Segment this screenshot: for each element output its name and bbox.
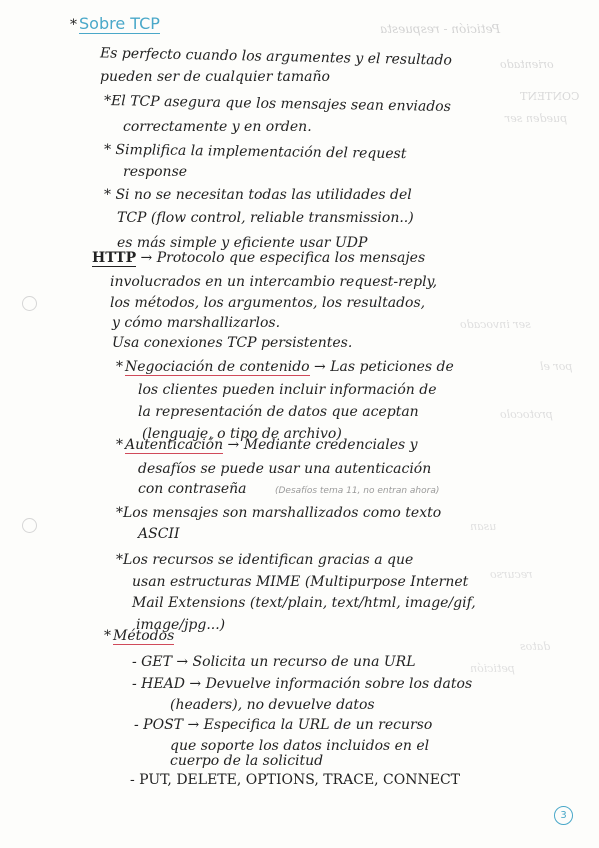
binder-hole	[22, 518, 37, 533]
bleed-text: protocolo	[500, 408, 553, 421]
note-line	[104, 628, 174, 644]
note-line: usan estructuras MIME (Multipurpose Internet	[132, 574, 469, 590]
bleed-text: por el	[540, 360, 573, 373]
note-line: - POST → Especifica la URL de un recurso	[134, 717, 433, 733]
bullet-star: *	[116, 359, 123, 375]
note-line: ASCII	[138, 526, 180, 542]
bullet-star: *	[116, 437, 123, 453]
section-heading: HTTP	[92, 250, 137, 266]
note-line: correctamente y en orden.	[123, 119, 312, 135]
note-line: Mail Extensions (text/plain, text/html, image/gif,	[132, 595, 476, 611]
section-heading: Sobre TCP	[79, 14, 160, 33]
note-line: Es perfecto cuando los argumentes y el resultado	[99, 45, 453, 69]
note-line: TCP (flow control, reliable transmission..)	[117, 210, 414, 226]
note-line: es más simple y eficiente usar UDP	[117, 235, 368, 251]
subheading: Métodos	[113, 628, 175, 644]
bullet-star: *	[70, 17, 77, 33]
note-line	[70, 14, 160, 33]
note-line: image/jpg...)	[136, 617, 226, 633]
note-line: los clientes pueden incluir información de	[138, 382, 437, 398]
bleed-text: ser invocado	[460, 318, 531, 331]
note-line: *Los mensajes son marshallizados como texto	[116, 505, 442, 521]
note-line: (lenguaje, o tipo de archivo)	[142, 426, 342, 442]
note-line: y cómo marshallizarlos.	[112, 315, 281, 331]
note-line: cuerpo de la solicitud	[170, 753, 324, 769]
note-text: → Mediante credenciales y	[223, 437, 418, 453]
subheading: Negociación de contenido	[125, 359, 310, 375]
note-line: * Si no se necesitan todas las utilidades del	[104, 187, 412, 203]
note-line: involucrados en un intercambio request-reply,	[110, 274, 438, 290]
note-line: Usa conexiones TCP persistentes.	[112, 335, 353, 351]
note-line: desafíos se puede usar una autenticación	[138, 461, 432, 477]
subheading: Autenticación	[125, 437, 224, 453]
bleed-text: recurso	[490, 568, 533, 581]
bleed-text: pueden ser	[505, 112, 568, 125]
note-text: → Las peticiones de	[309, 359, 454, 375]
note-line: *Los recursos se identifican gracias a que	[116, 552, 414, 568]
note-line: la representación de datos que aceptan	[138, 404, 419, 420]
bleed-text: usan	[470, 520, 497, 533]
binder-hole	[22, 296, 37, 311]
note-line: *El TCP asegura que los mensajes sean enviados	[103, 92, 451, 116]
bleed-text: datos	[520, 640, 551, 653]
note-line: response	[123, 164, 188, 180]
note-line	[138, 481, 439, 497]
note-line: que soporte los datos incluidos en el	[170, 738, 430, 754]
note-line	[92, 250, 425, 266]
bleed-text: CONTENT	[520, 90, 580, 103]
note-line	[116, 437, 418, 453]
note-line: (headers), no devuelve datos	[170, 697, 375, 713]
page-number: 3	[554, 806, 573, 825]
bullet-star: *	[104, 628, 111, 644]
note-line: - HEAD → Devuelve información sobre los datos	[132, 676, 473, 692]
note-line: - PUT, DELETE, OPTIONS, TRACE, CONNECT	[130, 772, 461, 788]
note-text: con contraseña	[138, 481, 247, 497]
margin-note: (Desafíos tema 11, no entran ahora)	[274, 486, 440, 496]
note-line: - GET → Solicita un recurso de una URL	[132, 654, 416, 670]
bleed-text: petición	[470, 662, 515, 675]
note-line: pueden ser de cualquier tamaño	[100, 69, 330, 85]
note-line	[116, 359, 454, 375]
note-line: * Simplifica la implementación del request	[103, 141, 407, 163]
note-text: → Protocolo que especifica los mensajes	[136, 250, 426, 266]
bleed-text: orientado	[500, 58, 554, 71]
bleed-text: Petición - respuesta	[380, 22, 501, 36]
note-line: los métodos, los argumentos, los resultados,	[110, 295, 426, 311]
